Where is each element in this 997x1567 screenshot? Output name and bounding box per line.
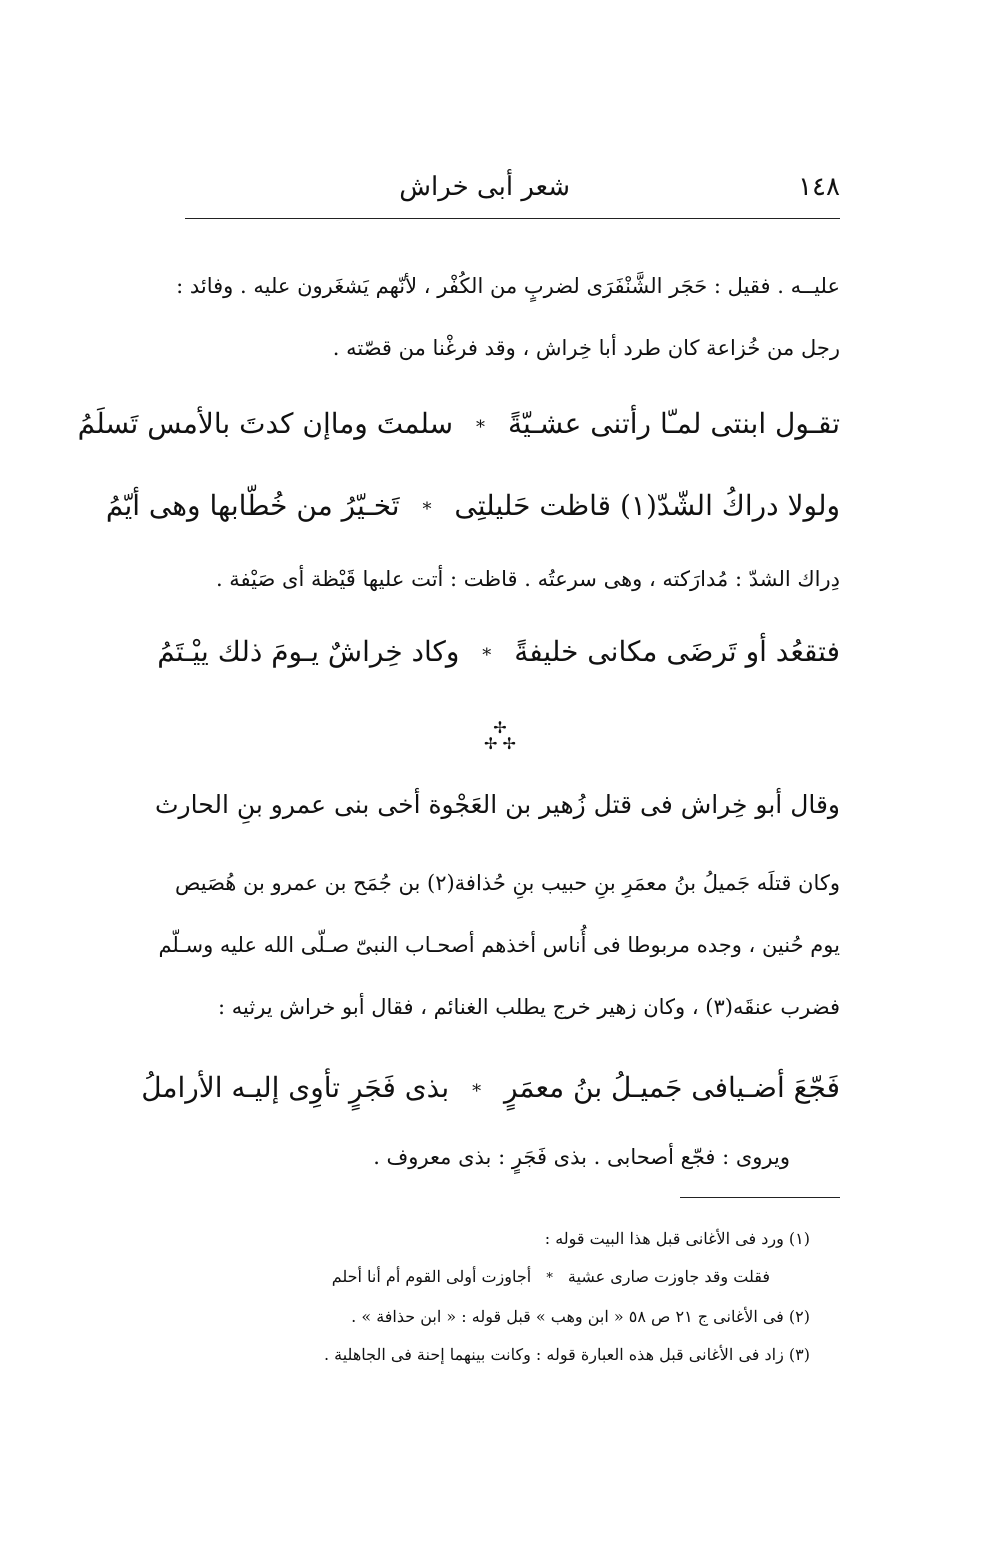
verse-2 xyxy=(105,470,840,546)
footnote-rule xyxy=(680,1197,840,1198)
verse-separator-star: * xyxy=(422,499,432,520)
verse-3-first-hemistich: فتقعُد أو تَرضَى مكانى خليفةً xyxy=(514,635,840,668)
ornament-mark-left: ✢ xyxy=(502,734,516,753)
gloss-1: دِراك الشدّ : مُدارَكته ، وهى سرعتُه . قاظت : أتت عليها قَيْظة أى صَيْفة . xyxy=(215,567,840,591)
section-heading: وقال أبو خِراش فى قتل زُهير بن العَجْوة أخى بنى عمرو بنِ الحارث xyxy=(155,790,840,819)
verse-2-second-hemistich: تَخـيّرُ من خُطّابها وهى أيّمُ xyxy=(105,489,400,522)
page-header xyxy=(185,172,840,212)
running-title: شعر أبى خراش xyxy=(399,172,570,202)
gloss-2: ويروى : فجّع أصحابى . بذى فَجَرٍ : بذى معروف . xyxy=(373,1145,790,1169)
verse-4 xyxy=(141,1052,840,1128)
narrative-line-1: وكان قتلَه جَميلُ بنُ معمَرِ بنِ حبيب بنِ حُذافة(٢) بن جُمَح بن عمرو بن هُصَيص xyxy=(175,871,840,895)
ornament-mark-right: ✢ xyxy=(484,734,498,753)
verse-2-first-hemistich: ولولا دراكُ الشّدّ(١) قاظت حَليلتِى xyxy=(454,489,840,522)
verse-1-first-hemistich: تقـول ابنتى لمـّا رأتنى عشـيّةً xyxy=(507,407,840,440)
verse-1 xyxy=(77,388,840,464)
verse-separator-star: * xyxy=(472,1081,482,1102)
verse-separator-star: * xyxy=(546,1271,553,1286)
footnote-1: (١) ورد فى الأغانى قبل هذا البيت قوله : xyxy=(544,1229,810,1248)
verse-separator-star: * xyxy=(482,645,492,666)
narrative-line-3: فضرب عنقَه(٣) ، وكان زهير خرج يطلب الغنائم ، فقال أبو خراش يرثيه : xyxy=(218,995,840,1019)
ornament-mark-top: ✢ xyxy=(493,718,507,737)
intro-line-1: عليــه . فقيل : حَجَر الشَّنْفَرَى لضربٍ من الكُفْر ، لأنّهم يَشغَرون عليه . وفائد : xyxy=(176,274,840,298)
footnote-3: (٣) زاد فى الأغانى قبل هذه العبارة قوله : وكانت بينهما إحنة فى الجاهلية . xyxy=(323,1345,810,1364)
intro-line-2: رجل من خُزاعة كان طرد أبا خِراش ، وقد فرغْنا من قصّته . xyxy=(332,336,840,360)
section-ornament xyxy=(470,720,530,760)
narrative-line-2: يوم حُنين ، وجده مربوطا فى أُناس أخذهم أصحـاب النبىّ صـلّى الله عليه وسـلّم xyxy=(158,933,840,957)
verse-3-second-hemistich: وكاد خِراشٌ يـومَ ذلك ييْـتَمُ xyxy=(157,635,460,668)
footnote-2: (٢) فى الأغانى ج ٢١ ص ٥٨ « ابن وهب » قبل قوله : « ابن حذافة » . xyxy=(351,1307,810,1326)
verse-1-second-hemistich: سلمتَ وماإن كدتَ بالأمس تَسلَمُ xyxy=(77,407,454,440)
verse-separator-star: * xyxy=(476,417,486,438)
page-number: ١٤٨ xyxy=(798,172,840,202)
verse-4-first-hemistich: فَجّعَ أضـيافى جَميـلُ بنُ معمَرٍ xyxy=(503,1071,840,1104)
footnote-1-verse xyxy=(240,1258,810,1298)
footnote-1-verse-first: فقلت وقد جاوزت صارى عشية xyxy=(567,1267,770,1286)
footnote-1-verse-second: أجاوزت أولى القوم أم أنا أحلم xyxy=(331,1267,532,1286)
footnotes xyxy=(240,1220,810,1374)
verse-3 xyxy=(157,616,840,692)
header-rule xyxy=(185,218,840,219)
verse-4-second-hemistich: بذى فَجَرٍ تأوِى إليـه الأراملُ xyxy=(141,1071,450,1104)
